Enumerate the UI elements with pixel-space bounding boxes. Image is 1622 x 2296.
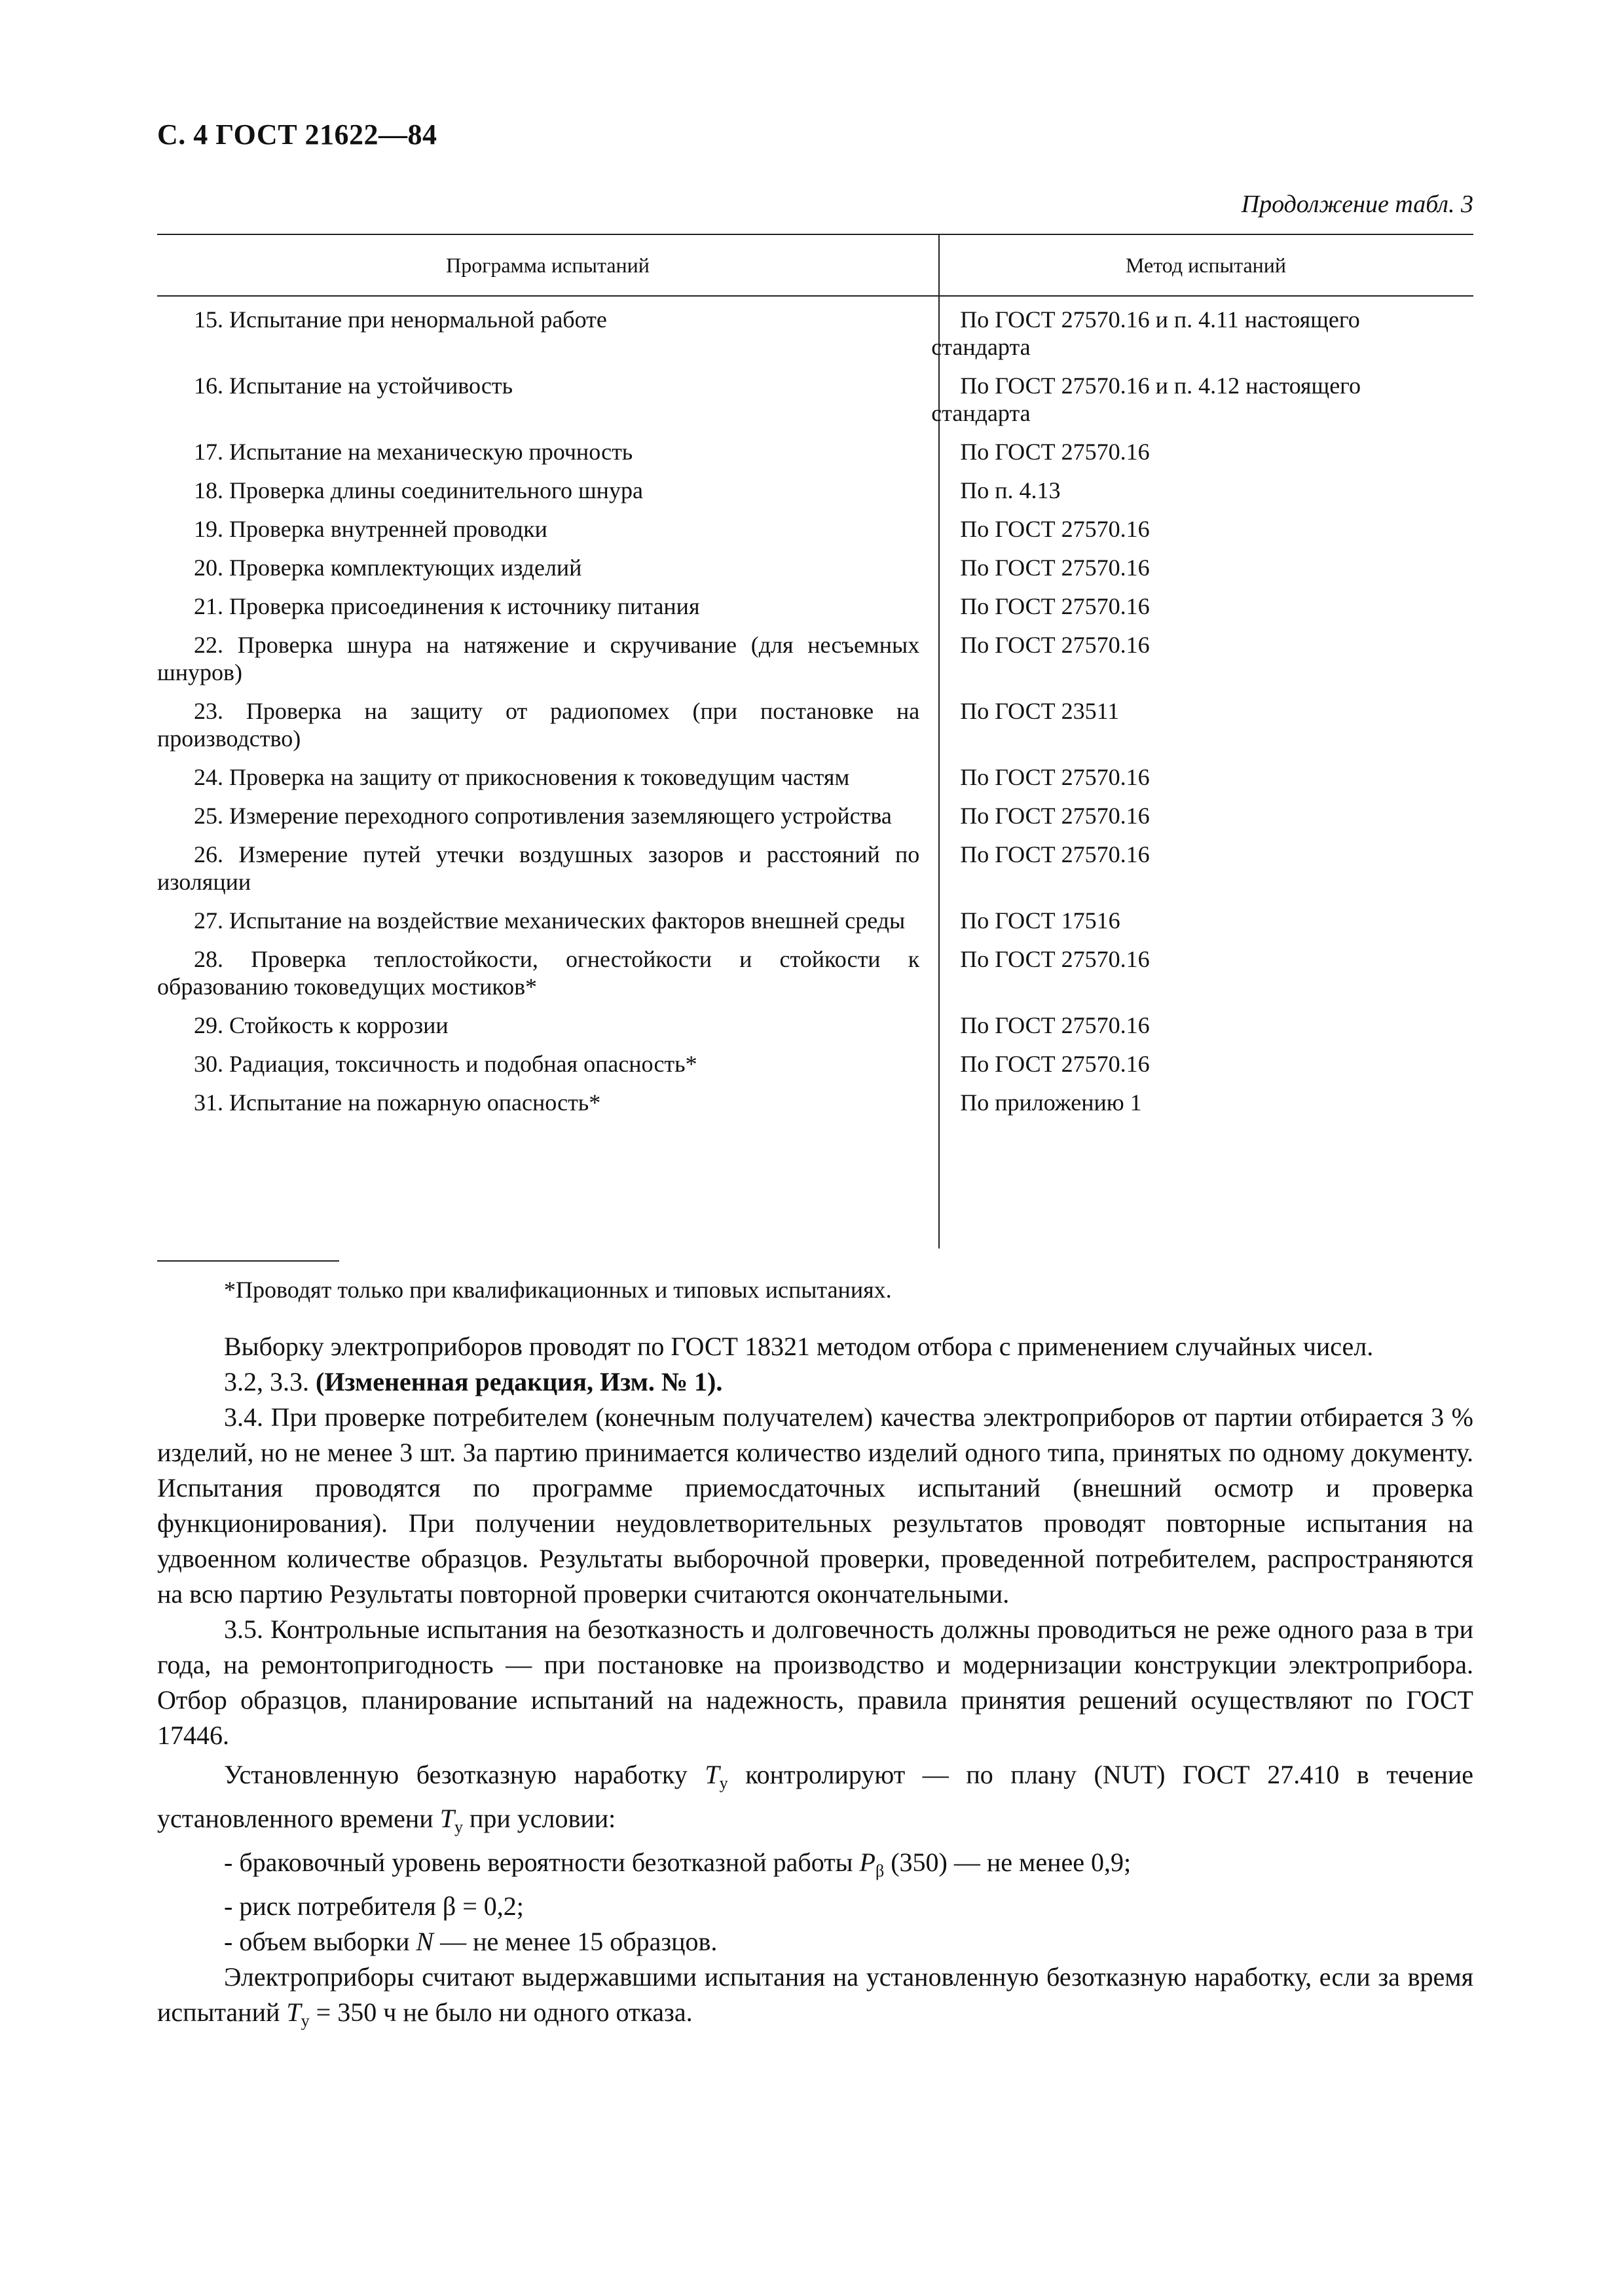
method-text: По приложению 1 [960,1089,1142,1116]
cell-test-method [931,802,1473,829]
condition-1-a: - браковочный уровень вероятности безотказной работы [224,1848,853,1877]
table-row [157,1011,1473,1039]
condition-1-b: (350) — не менее 0,9; [891,1848,1132,1877]
sub-y: у [719,1774,728,1793]
cell-test-method [931,477,1473,504]
page-header: С. 4 ГОСТ 21622—84 [157,118,437,151]
table-continuation-label: Продолжение табл. 3 [1241,191,1473,218]
table-row [157,515,1473,543]
method-text: По ГОСТ 17516 [960,907,1120,934]
table-row [157,306,1473,361]
paragraph-amendment [157,1364,1473,1400]
condition-item-3 [224,1924,1473,1959]
cell-test-method [931,372,1473,427]
condition-item-1 [224,1845,1473,1889]
sub-y-3: у [301,2011,310,2030]
var-t-3: T [286,1997,301,2027]
method-text: По ГОСТ 27570.16 [960,632,1150,658]
table-row [157,592,1473,620]
mtbf-text-a: Установленную безотказную наработку [224,1760,688,1789]
cell-test-program: 31. Испытание на пожарную опасность* [194,1089,601,1116]
method-text-continued: стандарта [931,334,1031,360]
cell-test-program: 23. Проверка на защиту от радиопомех (при постановке на производство) [157,698,920,752]
cell-test-method [931,945,1473,1000]
table-row [157,631,1473,686]
test-program-table [157,234,1473,1127]
method-text: По ГОСТ 27570.16 и п. 4.12 настоящего [960,373,1361,399]
method-text: По ГОСТ 27570.16 [960,555,1150,581]
column-header-method: Метод испытаний [1125,253,1287,277]
cell-test-program: 25. Измерение переходного сопротивления заземляющего устройства [194,803,892,829]
method-text: По ГОСТ 27570.16 и п. 4.11 настоящего [960,306,1360,333]
table-row [157,802,1473,829]
cell-test-program: 21. Проверка присоединения к источнику питания [194,593,700,619]
method-text-continued: стандарта [931,400,1031,426]
amendment-clause-numbers: 3.2, 3.3. [224,1367,309,1396]
condition-3-a: - объем выборки [224,1927,410,1956]
cell-test-program: 18. Проверка длины соединительного шнура [194,477,643,503]
method-text: По ГОСТ 27570.16 [960,803,1150,829]
paragraph-mtbf-control [157,1757,1473,1845]
table-row [157,841,1473,896]
paragraph-sampling: Выборку электроприборов проводят по ГОСТ 18321 методом отбора с применением случайных чисел. [224,1332,1374,1361]
table-row [157,697,1473,752]
var-t-2: T [439,1804,454,1833]
sub-beta: β [875,1861,885,1880]
conclusion-text-b: = 350 ч не было ни одного отказа. [316,1997,693,2027]
cell-test-program: 15. Испытание при ненормальной работе [194,306,607,333]
cell-test-program: 27. Испытание на воздействие механических факторов внешней среды [194,907,906,934]
cell-test-program: 28. Проверка теплостойкости, огнестойкости и стойкости к образованию токоведущих мостиков* [157,946,920,1000]
table-row [157,1089,1473,1116]
cell-test-method [931,592,1473,620]
method-text: По ГОСТ 27570.16 [960,593,1150,619]
method-text: По п. 4.13 [960,477,1061,503]
cell-test-method [931,438,1473,465]
cell-test-method [931,1050,1473,1078]
body-text [157,1329,1473,2039]
cell-test-method [931,631,1473,686]
mtbf-text-b: контролируют — по плану (NUT) ГОСТ 27.410 в течение установленного времени [157,1760,1474,1833]
cell-test-method [931,697,1473,752]
method-text: По ГОСТ 27570.16 [960,439,1150,465]
var-t: T [705,1760,720,1789]
cell-test-method [931,763,1473,791]
cell-test-method [931,515,1473,543]
condition-item-2: - риск потребителя β = 0,2; [224,1891,524,1921]
table-row [157,372,1473,427]
method-text: По ГОСТ 27570.16 [960,946,1150,972]
cell-test-program: 26. Измерение путей утечки воздушных зазоров и расстояний по изоляции [157,841,920,895]
cell-test-program: 24. Проверка на защиту от прикосновения к токоведущим частям [194,764,850,790]
cell-test-program: 19. Проверка внутренней проводки [194,516,547,542]
method-text: По ГОСТ 27570.16 [960,1012,1150,1038]
cell-test-method [931,554,1473,581]
cell-test-method [931,841,1473,896]
paragraph-conclusion [157,1959,1473,2039]
method-text: По ГОСТ 27570.16 [960,1051,1150,1077]
table-row [157,945,1473,1000]
var-n: N [416,1927,434,1956]
cell-test-method [931,306,1473,361]
method-text: По ГОСТ 27570.16 [960,841,1150,867]
paragraph-3-5: 3.5. Контрольные испытания на безотказность и долговечность должны проводиться не реже одного раза в три года, на ремонтопригодность — при постановке на производство и модернизации конструкции электроприбора. Отбор образцов, планирование испытаний на надежность, правила принятия решений осуществляют по ГОСТ 17446. [157,1614,1473,1750]
table-header-row [157,235,1473,297]
table-row [157,1050,1473,1078]
cell-test-program: 30. Радиация, токсичность и подобная опасность* [194,1051,697,1077]
amendment-note: (Измененная редакция, Изм. № 1). [316,1367,723,1396]
cell-test-program: 20. Проверка комплектующих изделий [194,555,582,581]
table-row [157,907,1473,934]
method-text: По ГОСТ 27570.16 [960,764,1150,790]
table-row [157,763,1473,791]
conclusion-text-a: Электроприборы считают выдержавшими испытания на установленную безотказную наработку, если за время испытаний [157,1962,1473,2027]
cell-test-method [931,1089,1473,1116]
table-footnote: *Проводят только при квалификационных и типовых испытаниях. [224,1277,892,1303]
sub-y-2: у [454,1817,463,1836]
mtbf-text-c: при условии: [469,1804,616,1833]
method-text: По ГОСТ 23511 [960,698,1120,724]
method-text: По ГОСТ 27570.16 [960,516,1150,542]
column-header-program: Программа испытаний [446,253,650,277]
table-row [157,477,1473,504]
condition-3-b: — не менее 15 образцов. [440,1927,718,1956]
cell-test-program: 22. Проверка шнура на натяжение и скручивание (для несъемных шнуров) [157,632,920,685]
paragraph-3-4: 3.4. При проверке потребителем (конечным получателем) качества электроприборов от партии отбирается 3 % изделий, но не менее 3 шт. За партию принимается количество изделий одного типа, принятых по одному документу. Испытания проводятся по программе приемосдаточных испытаний (внешний осмотр и проверка функционирования). При получении неудовлетворительных результатов проводят повторные испытания на удвоенном количестве образцов. Результаты выборочной проверки, проведенной потребителем, распространяются на всю партию Результаты повторной проверки считаются окончательными. [157,1402,1473,1609]
var-p: P [859,1848,876,1877]
table-body [157,297,1473,1116]
cell-test-method [931,907,1473,934]
cell-test-program: 29. Стойкость к коррозии [194,1012,449,1038]
footnote-rule [157,1260,339,1262]
cell-test-program: 17. Испытание на механическую прочность [194,439,633,465]
table-row [157,554,1473,581]
table-row [157,438,1473,465]
cell-test-method [931,1011,1473,1039]
cell-test-program: 16. Испытание на устойчивость [194,373,513,399]
